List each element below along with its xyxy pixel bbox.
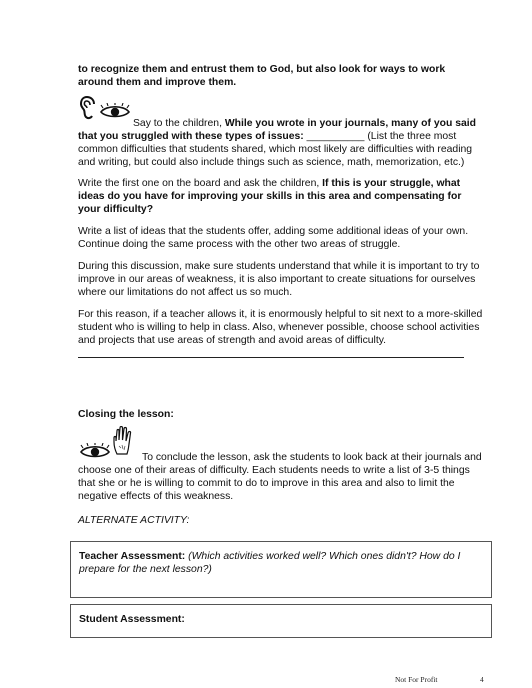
paragraph-for-this-reason: For this reason, if a teacher allows it, it is enormously helpful to sit next to a more-skilled student who is willing to help in class. Also, whenever possible, choose school activities and projects that use areas of strength and avoid areas of difficulty.: [78, 309, 483, 346]
paragraph-list-ideas: Write a list of ideas that the students offer, adding some additional ideas of your own. Continue doing the same process with the other two areas of struggle.: [78, 226, 469, 250]
paragraph-say-to-children: Say to the children, While you wrote in your journals, many of you said that you struggled with these types of issues: __________ (List the three most common difficulties that students shared, which most likely are difficulties with reading and writing, but could also include things such as science, math, memorization, etc.): [78, 118, 476, 168]
paragraph-intro: [78, 63, 483, 89]
horizontal-rule: [78, 357, 464, 358]
paragraph-discussion: During this discussion, make sure students understand that while it is important to try to improve in our areas of weakness, it is also important to create situations for ourselves where our limitations do not affect us so much.: [78, 261, 480, 298]
student-assessment-box[interactable]: [70, 604, 492, 638]
alternate-activity-label: ALTERNATE ACTIVITY:: [78, 515, 190, 526]
paragraph-first-on-board: Write the first one on the board and ask the children, If this is your struggle, what ideas do you have for improving your skills in this area and compensating for your difficulty?: [78, 178, 462, 215]
closing-heading: Closing the lesson:: [78, 409, 174, 420]
paragraph-conclude-lesson: To conclude the lesson, ask the students to look back at their journals and choose one of their areas of difficulty. Each students needs to write a list of 3-5 things that she or he is willing to commit to do to improve in this area and also to limit the negative effects of this weakness.: [78, 452, 482, 502]
teacher-assessment-box[interactable]: [70, 541, 492, 598]
footer-note: Not For Profit: [395, 675, 438, 684]
intro-bold-text: to recognize them and entrust them to God, but also look for ways to work around them and improve them.: [78, 64, 446, 88]
page-number: 4: [480, 675, 484, 684]
teacher-assessment-text: Teacher Assessment: (Which activities worked well? Which ones didn't? How do I prepare for the next lesson?): [79, 551, 461, 575]
student-assessment-text: Student Assessment:: [79, 614, 185, 625]
